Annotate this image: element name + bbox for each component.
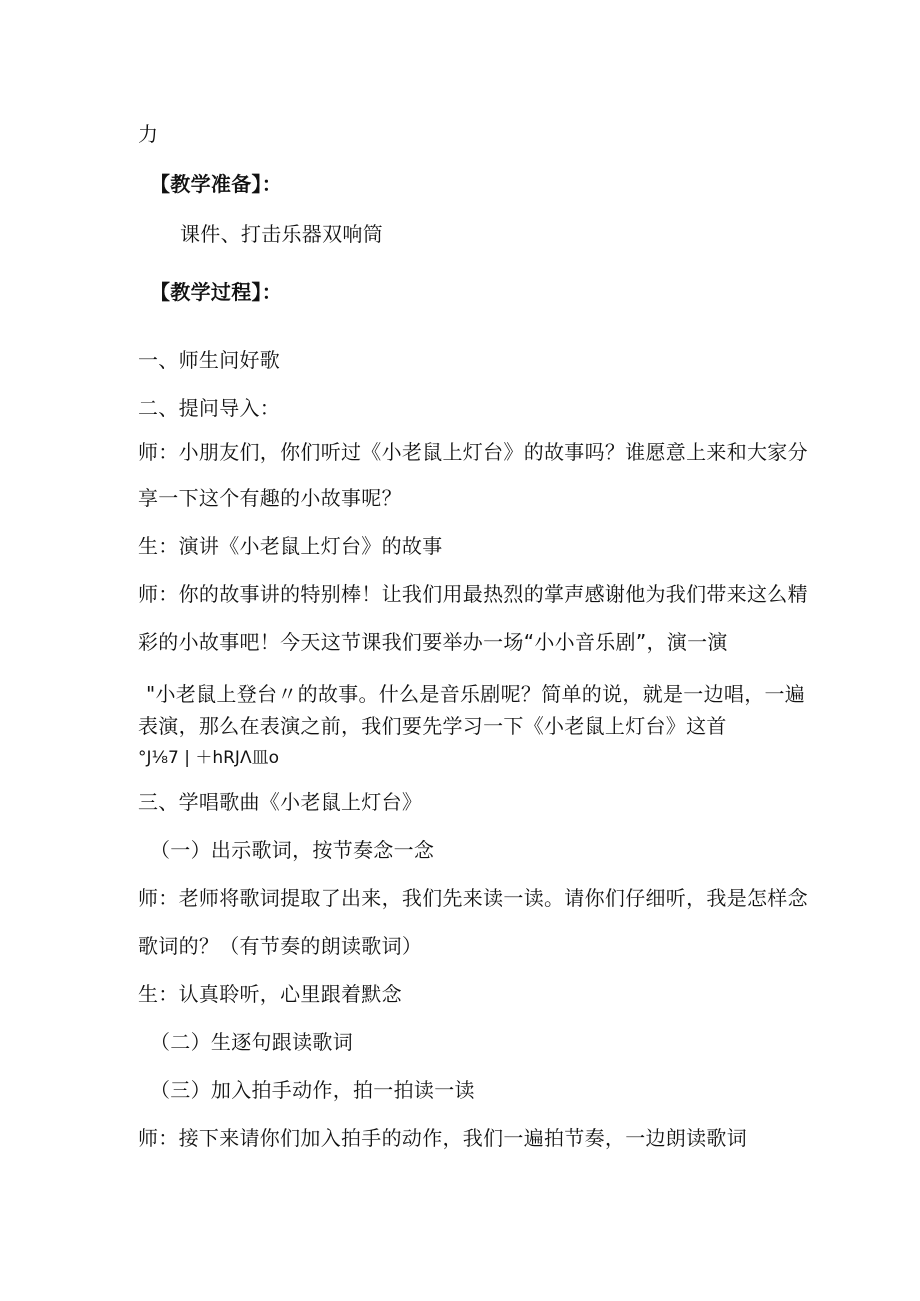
paragraph-line: 师：老师将歌词提取了出来，我们先来读一读。请你们仔细听，我是怎样念 [138, 886, 808, 910]
preparation-materials: 课件、打击乐器双响筒 [180, 222, 383, 246]
paragraph-line: 师：小朋友们，你们听过《小老鼠上灯台》的故事吗？谁愿意上来和大家分 [138, 440, 808, 464]
paragraph-line: 歌词的？（有节奏的朗读歌词） [138, 934, 423, 958]
section-three-heading: 三、学唱歌曲《小老鼠上灯台》 [138, 790, 423, 814]
text-line-continuation: 力 [138, 122, 159, 146]
heading-teaching-process: 【教学过程】： [150, 280, 283, 304]
paragraph-line: "小老鼠上登台〃的故事。什么是音乐剧呢？简单的说，就是一边唱，一遍 [146, 682, 806, 706]
section-two-heading: 二、提问导入： [138, 396, 281, 420]
paragraph-line: 生：演讲《小老鼠上灯台》的故事 [138, 534, 443, 558]
subsection-heading: （二）生逐句跟读歌词 [150, 1030, 353, 1054]
paragraph-line: 生：认真聆听，心里跟着默念 [138, 982, 402, 1006]
garbled-text-line: °J⅛7 | ＋hRJΛ皿o [138, 748, 279, 768]
paragraph-line: 师：接下来请你们加入拍手的动作，我们一遍拍节奏，一边朗读歌词 [138, 1126, 747, 1150]
subsection-heading: （一）出示歌词，按节奏念一念 [150, 838, 435, 862]
paragraph-line: 彩的小故事吧！今天这节课我们要举办一场“小小音乐剧”，演一演 [138, 630, 728, 654]
paragraph-line: 师：你的故事讲的特别棒！让我们用最热烈的掌声感谢他为我们带来这么精 [138, 582, 808, 606]
section-one-heading: 一、师生问好歌 [138, 348, 281, 372]
subsection-heading: （三）加入拍手动作，拍一拍读一读 [150, 1078, 475, 1102]
paragraph-line: 享一下这个有趣的小故事呢？ [138, 486, 402, 510]
heading-teaching-preparation: 【教学准备】： [150, 172, 283, 196]
paragraph-line: 表演，那么在表演之前，我们要先学习一下《小老鼠上灯台》这首 [138, 714, 727, 738]
